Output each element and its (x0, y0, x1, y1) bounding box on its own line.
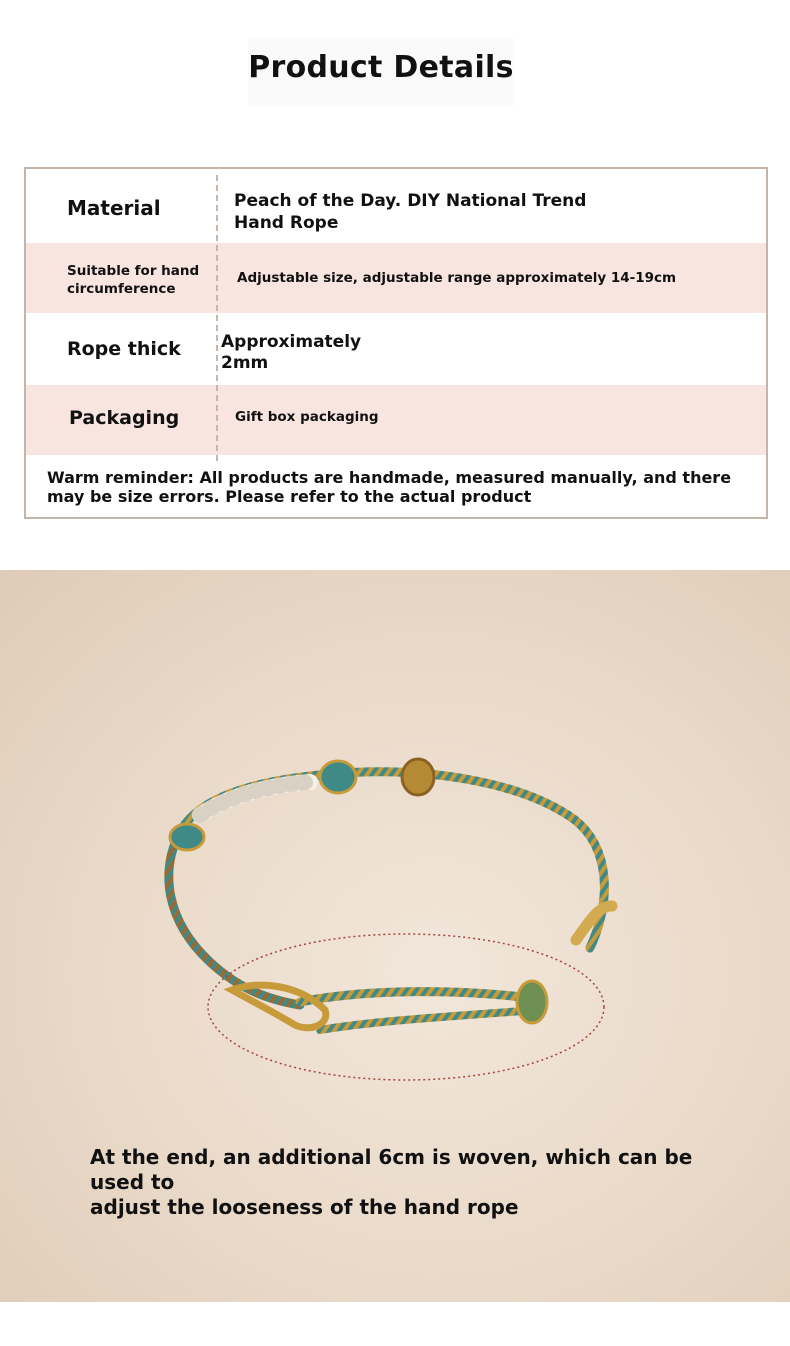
spec-row-packaging (26, 385, 766, 455)
photo-caption-line2: adjust the looseness of the hand rope (90, 1195, 519, 1219)
bracelet-illustration (0, 570, 790, 1130)
spec-label-circumference-line2: circumference (67, 281, 176, 297)
spec-value-material-line1: Peach of the Day. DIY National Trend (234, 191, 587, 211)
spec-value-packaging: Gift box packaging (235, 409, 379, 425)
spec-label-material: Material (67, 196, 161, 220)
spec-label-rope-thick: Rope thick (67, 338, 181, 360)
knot-bead-1 (170, 824, 204, 850)
spec-row-rope-thick (26, 313, 766, 385)
spec-value-material (234, 190, 586, 234)
spec-value-rope-thick-line1: Approximately (221, 332, 362, 352)
knot-bead-2 (320, 761, 356, 793)
spec-value-material-line2: Hand Rope (234, 213, 339, 233)
spec-label-circumference (67, 262, 199, 298)
title-box (248, 38, 514, 106)
spec-table (24, 167, 768, 519)
adjust-strand-upper (300, 992, 530, 1002)
column-divider (216, 175, 218, 461)
photo-caption (90, 1145, 750, 1220)
knot-bead-3 (402, 759, 434, 795)
spec-label-packaging: Packaging (69, 407, 180, 429)
spec-value-rope-thick-line2: 2mm (221, 353, 269, 373)
page-title: Product Details (248, 50, 514, 85)
spec-value-circumference: Adjustable size, adjustable range approximately 14-19cm (237, 270, 677, 286)
sliding-knot (517, 981, 547, 1023)
white-weave-texture (200, 782, 310, 815)
spec-label-circumference-line1: Suitable for hand (67, 263, 200, 279)
warm-reminder-note: Warm reminder: All products are handmade, measured manually, and there may be size errors. Please refer to the actual product (47, 468, 732, 506)
spec-row-material (26, 169, 766, 243)
photo-caption-line1: At the end, an additional 6cm is woven, which can be used to (90, 1145, 693, 1194)
spec-row-circumference (26, 243, 766, 313)
bracelet-band-left (169, 832, 300, 1005)
adjust-strand-lower (320, 1010, 535, 1030)
product-photo (0, 570, 790, 1302)
spec-value-rope-thick (221, 332, 361, 374)
